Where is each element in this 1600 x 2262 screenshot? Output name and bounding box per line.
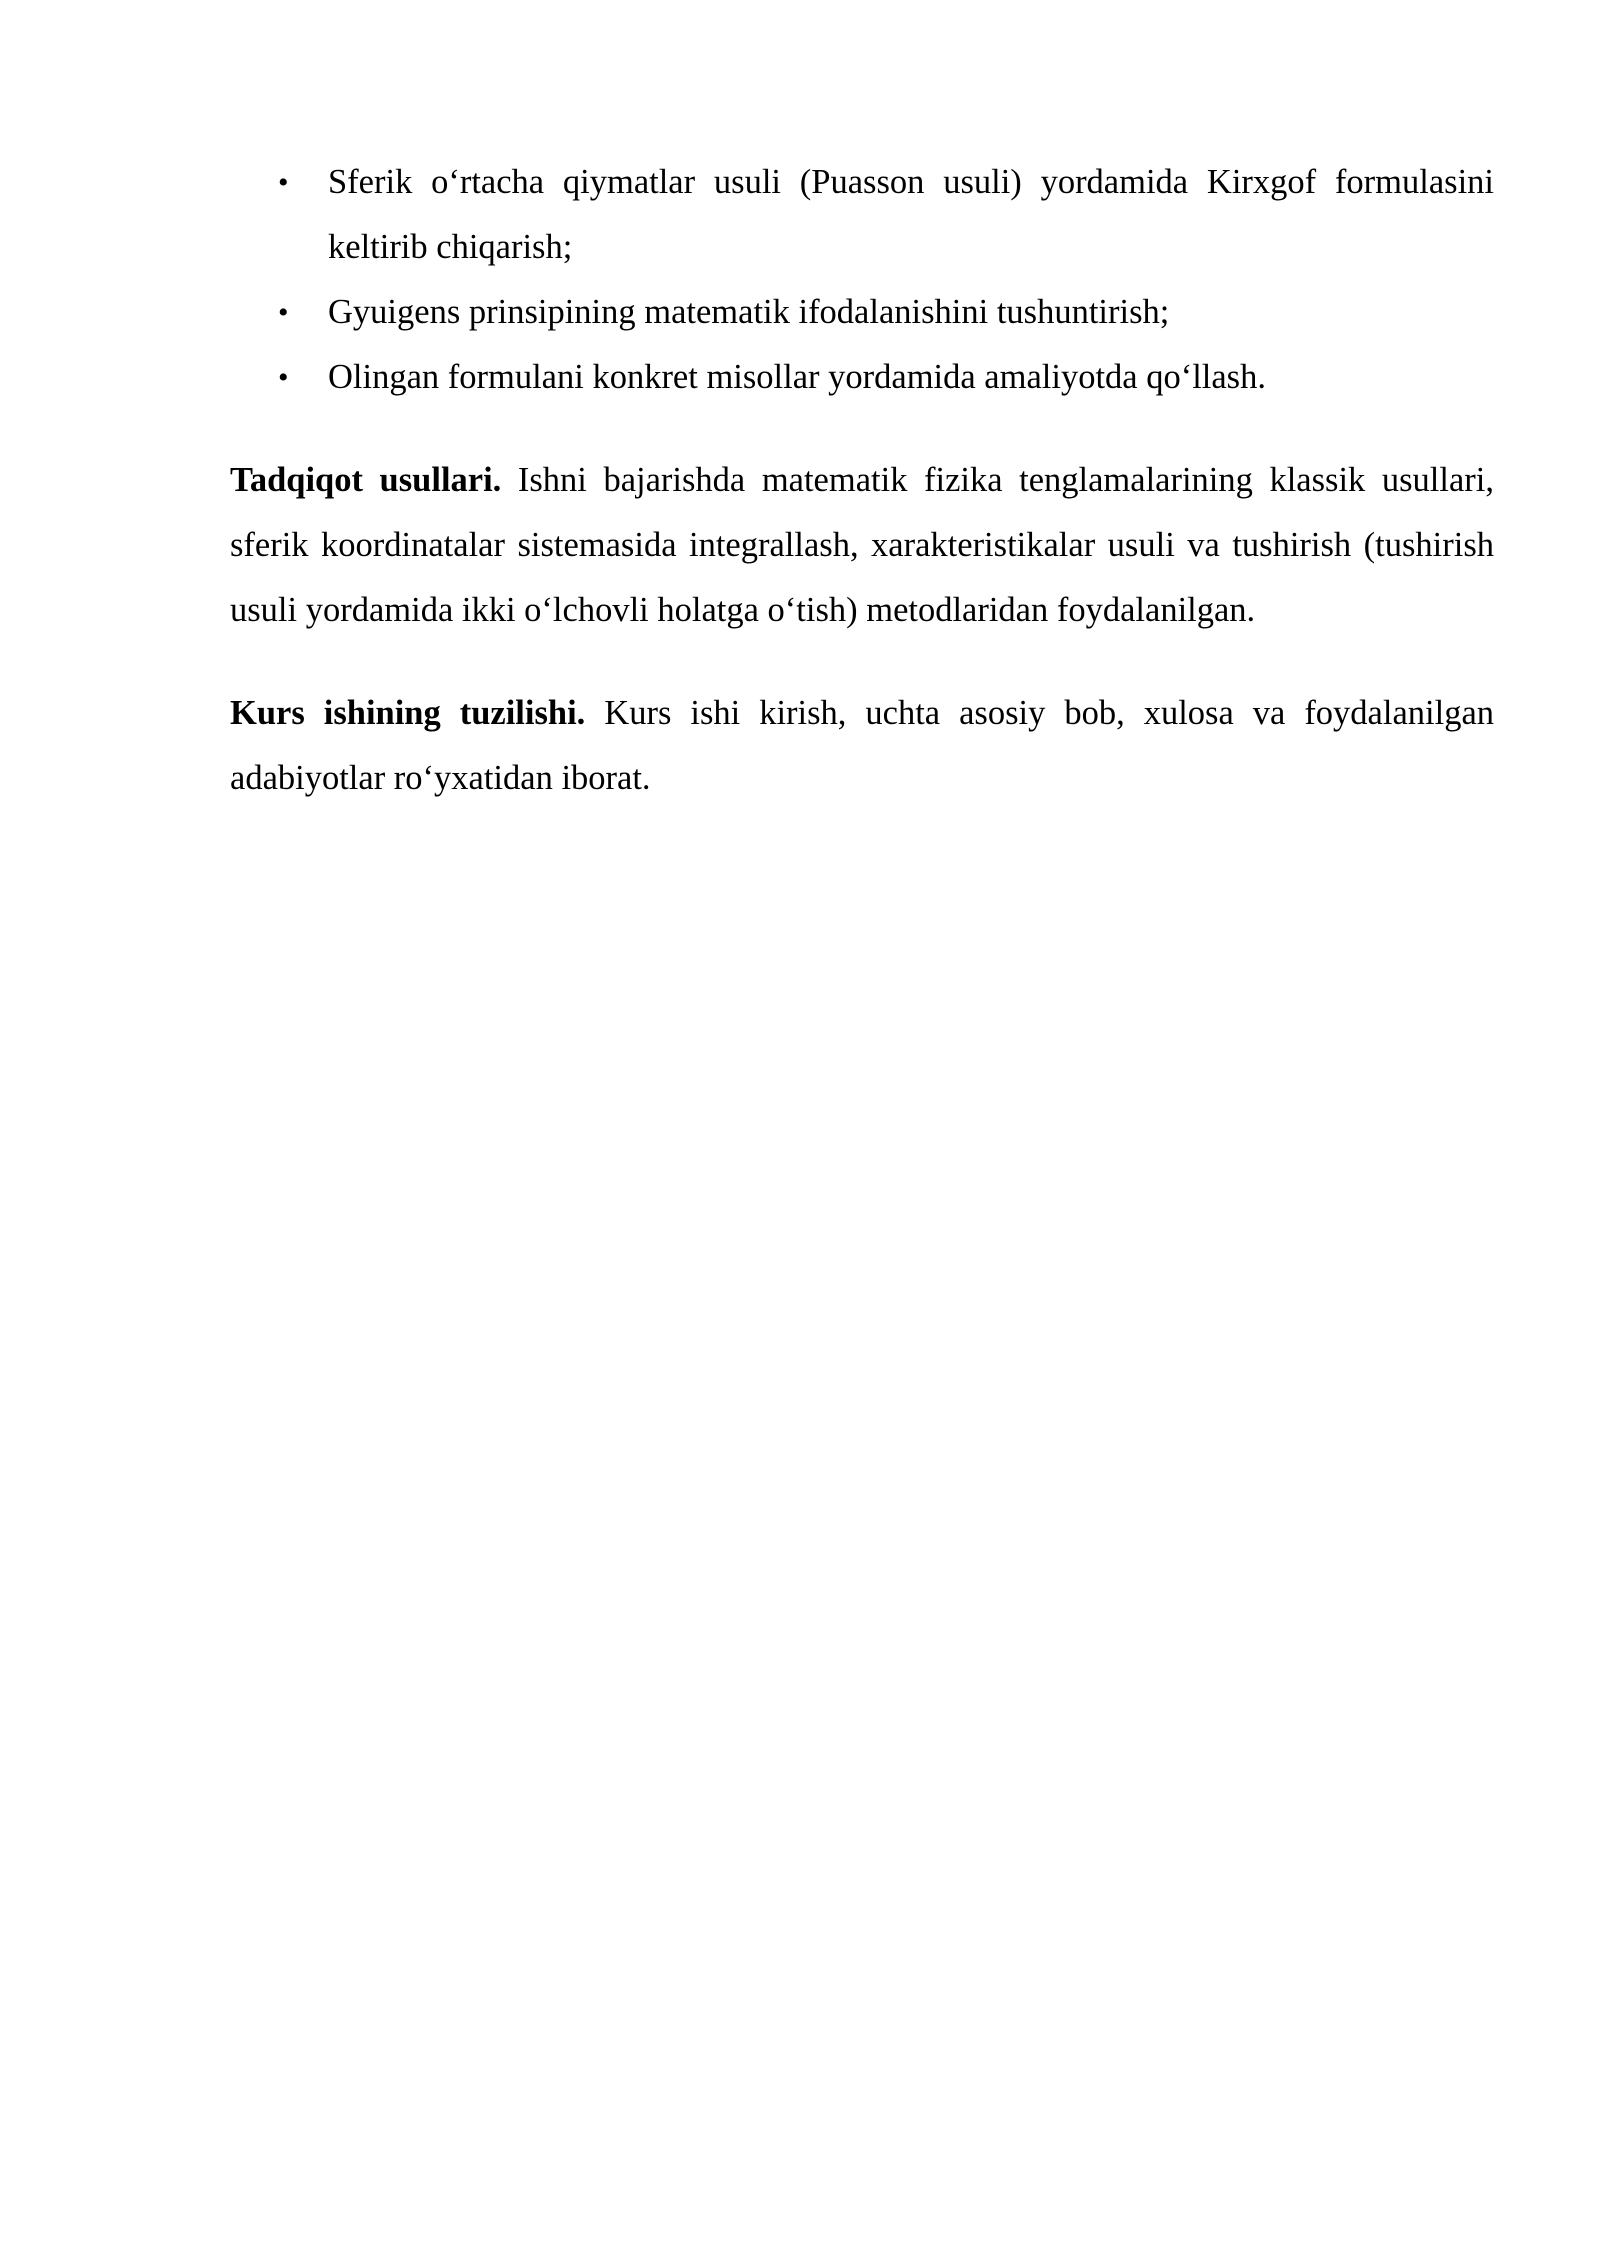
structure-text: Kurs ishi kirish, uchta asosiy bob, xulosa va foydalanilgan adabiyotlar ro‘yxatidan iborat.: [230, 694, 1495, 797]
methods-text: Ishni bajarishda matematik fizika tenglamalarining klassik usullari, sferik koordinatalar sistemasida integrallash, xarakteristikalar usuli va tushirish (tushirish usuli yordamida ikki o‘lchovli holatga o‘tish) metodlaridan foydalanilgan.: [230, 461, 1494, 629]
list-item: • Olingan formulani konkret misollar yordamida amaliyotda qo‘llash.: [328, 345, 1494, 410]
list-item: • Sferik o‘rtacha qiymatlar usuli (Puasson usuli) yordamida Kirxgof formulasini keltirib chiqarish;: [328, 150, 1494, 280]
list-item: • Gyuigens prinsipining matematik ifodalanishini tushuntirish;: [328, 280, 1494, 345]
structure-heading: Kurs ishining tuzilishi.: [230, 694, 586, 732]
methods-paragraph: [230, 448, 1494, 643]
objectives-list: [230, 150, 1494, 410]
structure-paragraph: [230, 681, 1494, 811]
document-page: [230, 150, 1494, 811]
methods-heading: Tadqiqot usullari.: [230, 461, 502, 499]
